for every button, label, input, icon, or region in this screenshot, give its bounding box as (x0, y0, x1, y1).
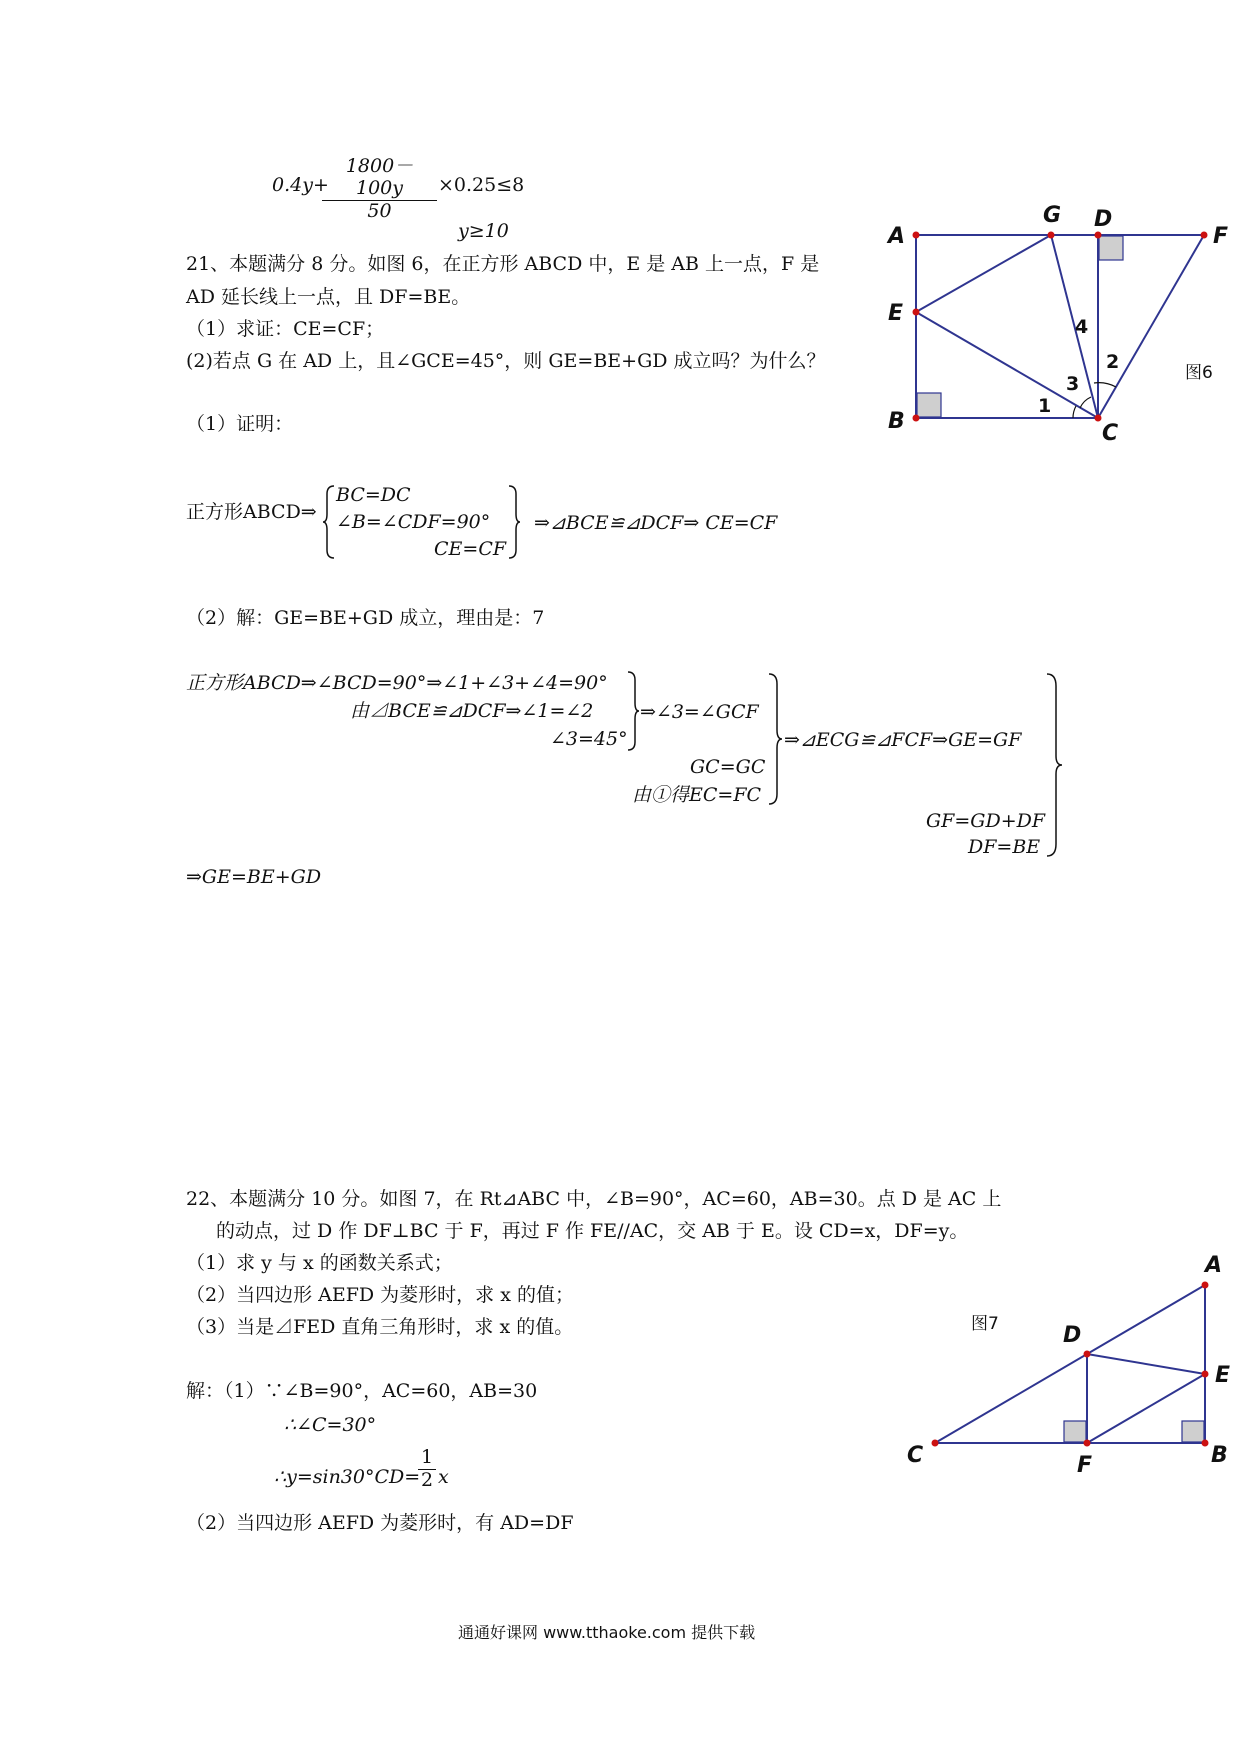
line-CA (935, 1285, 1205, 1443)
solution-line-2: 由⊿BCE≌⊿DCF⇒∠1=∠2 (350, 700, 594, 722)
right-brace-2 (626, 670, 640, 752)
inequality-rhs: ×0.25≤8 (438, 174, 525, 196)
inequality-result: y≥10 (458, 220, 509, 242)
left-brace (322, 484, 336, 560)
label-D: D (1063, 1323, 1082, 1348)
q21-subquestion-1: （1）求证：CE=CF； (186, 318, 385, 340)
q22-solution-line-2: ∴∠C=30° (284, 1414, 377, 1436)
proof-condition-3: CE=CF (434, 538, 507, 560)
solution-line-5: 由①得EC=FC (632, 784, 762, 806)
q21-title-line2: AD 延长线上一点，且 DF=BE。 (186, 286, 471, 308)
line-DE (1087, 1354, 1205, 1374)
q22-solution-x: x (438, 1466, 449, 1488)
angle-label-1: 1 (1038, 395, 1052, 417)
proof-prefix: 正方形ABCD⇒ (186, 501, 317, 523)
line-EG (916, 235, 1051, 312)
figure-7 (895, 1250, 1240, 1490)
angle-arc-3 (1080, 397, 1091, 408)
label-A: A (1205, 1253, 1223, 1278)
label-D: D (1094, 207, 1113, 232)
label-G: G (1043, 203, 1062, 228)
right-brace-3 (767, 672, 783, 806)
right-brace (507, 484, 521, 560)
q22-title-line1: 22、本题满分 10 分。如图 7，在 Rt⊿ABC 中，∠B=90°，AC=60，AB=30。点 D 是 AC 上 (186, 1188, 1002, 1210)
q22-title-line2: 的动点，过 D 作 DF⊥BC 于 F，再过 F 作 FE//AC，交 AB 于 E。设 CD=x，DF=y。 (216, 1220, 969, 1242)
proof-result: ⇒⊿BCE≌⊿DCF⇒ CE=CF (534, 512, 778, 534)
solution-line-4: GC=GC (690, 756, 766, 778)
label-A: A (888, 224, 906, 249)
footer-text: 通通好课网 www.tthaoke.com 提供下载 (458, 1623, 756, 1642)
q22-solution-line-4: （2）当四边形 AEFD 为菱形时，有 AD=DF (186, 1512, 574, 1534)
q22-fraction (418, 1447, 436, 1492)
label-E: E (1215, 1363, 1231, 1388)
right-angle-B (917, 393, 941, 417)
solution-conclusion: ⇒GE=BE+GD (186, 866, 322, 888)
q21-proof-heading: （1）证明： (186, 413, 294, 435)
label-F: F (1213, 224, 1229, 249)
right-angle-B (1182, 1421, 1204, 1442)
fraction-denominator: 50 (367, 199, 392, 222)
label-C: C (1102, 421, 1119, 446)
solution-line-3: ∠3=45° (550, 728, 628, 750)
right-angle-D (1099, 236, 1123, 260)
fraction-denominator: 2 (420, 1468, 434, 1491)
right-angle-F (1064, 1421, 1086, 1442)
label-F: F (1077, 1453, 1093, 1478)
angle-label-3: 3 (1066, 373, 1080, 395)
label-C: C (907, 1443, 924, 1468)
line-FC (1098, 235, 1204, 418)
label-E: E (888, 301, 904, 326)
angle-label-4: 4 (1075, 316, 1089, 338)
label-B: B (1211, 1443, 1228, 1468)
solution-line-6: GF=GD+DF (926, 810, 1046, 832)
q22-subquestion-2: （2）当四边形 AEFD 为菱形时，求 x 的值； (186, 1284, 574, 1306)
solution-line-7: DF=BE (968, 836, 1041, 858)
q21-title-line1: 21、本题满分 8 分。如图 6，在正方形 ABCD 中，E 是 AB 上一点，F 是 (186, 253, 820, 275)
q21-solution-2-heading: （2）解：GE=BE+GD 成立，理由是：7 (186, 607, 545, 629)
figure-7-caption: 图7 (971, 1314, 999, 1334)
q21-subquestion-2: (2)若点 G 在 AD 上，且∠GCE=45°，则 GE=BE+GD 成立吗？为什么？ (186, 350, 826, 372)
inequality-lhs: 0.4y+ (272, 174, 329, 196)
right-brace-4 (1045, 672, 1063, 858)
line-EC (916, 312, 1098, 418)
angle-arc-1 (1073, 406, 1076, 418)
label-B: B (888, 409, 905, 434)
fraction-numerator: 1800－100y (322, 156, 437, 201)
solution-mid-result: ⇒∠3=∠GCF (640, 701, 759, 723)
fraction-numerator: 1 (418, 1447, 436, 1470)
proof-condition-1: BC=DC (336, 484, 411, 506)
figure-6 (880, 190, 1230, 450)
q22-solution-line-3: ∴y=sin30°CD= (274, 1466, 421, 1488)
q22-solution-line-1: 解：（1）∵∠B=90°，AC=60，AB=30 (186, 1380, 538, 1402)
solution-line-1: 正方形ABCD⇒∠BCD=90°⇒∠1+∠3+∠4=90° (186, 672, 608, 694)
figure-6-caption: 图6 (1185, 363, 1213, 383)
inequality-fraction (322, 156, 437, 223)
q22-subquestion-1: （1）求 y 与 x 的函数关系式； (186, 1252, 453, 1274)
q22-subquestion-3: （3）当是⊿FED 直角三角形时，求 x 的值。 (186, 1316, 574, 1338)
angle-label-2: 2 (1106, 351, 1120, 373)
proof-condition-2: ∠B=∠CDF=90° (336, 511, 491, 533)
solution-congruence: ⇒⊿ECG≌⊿FCF⇒GE=GF (784, 729, 1022, 751)
